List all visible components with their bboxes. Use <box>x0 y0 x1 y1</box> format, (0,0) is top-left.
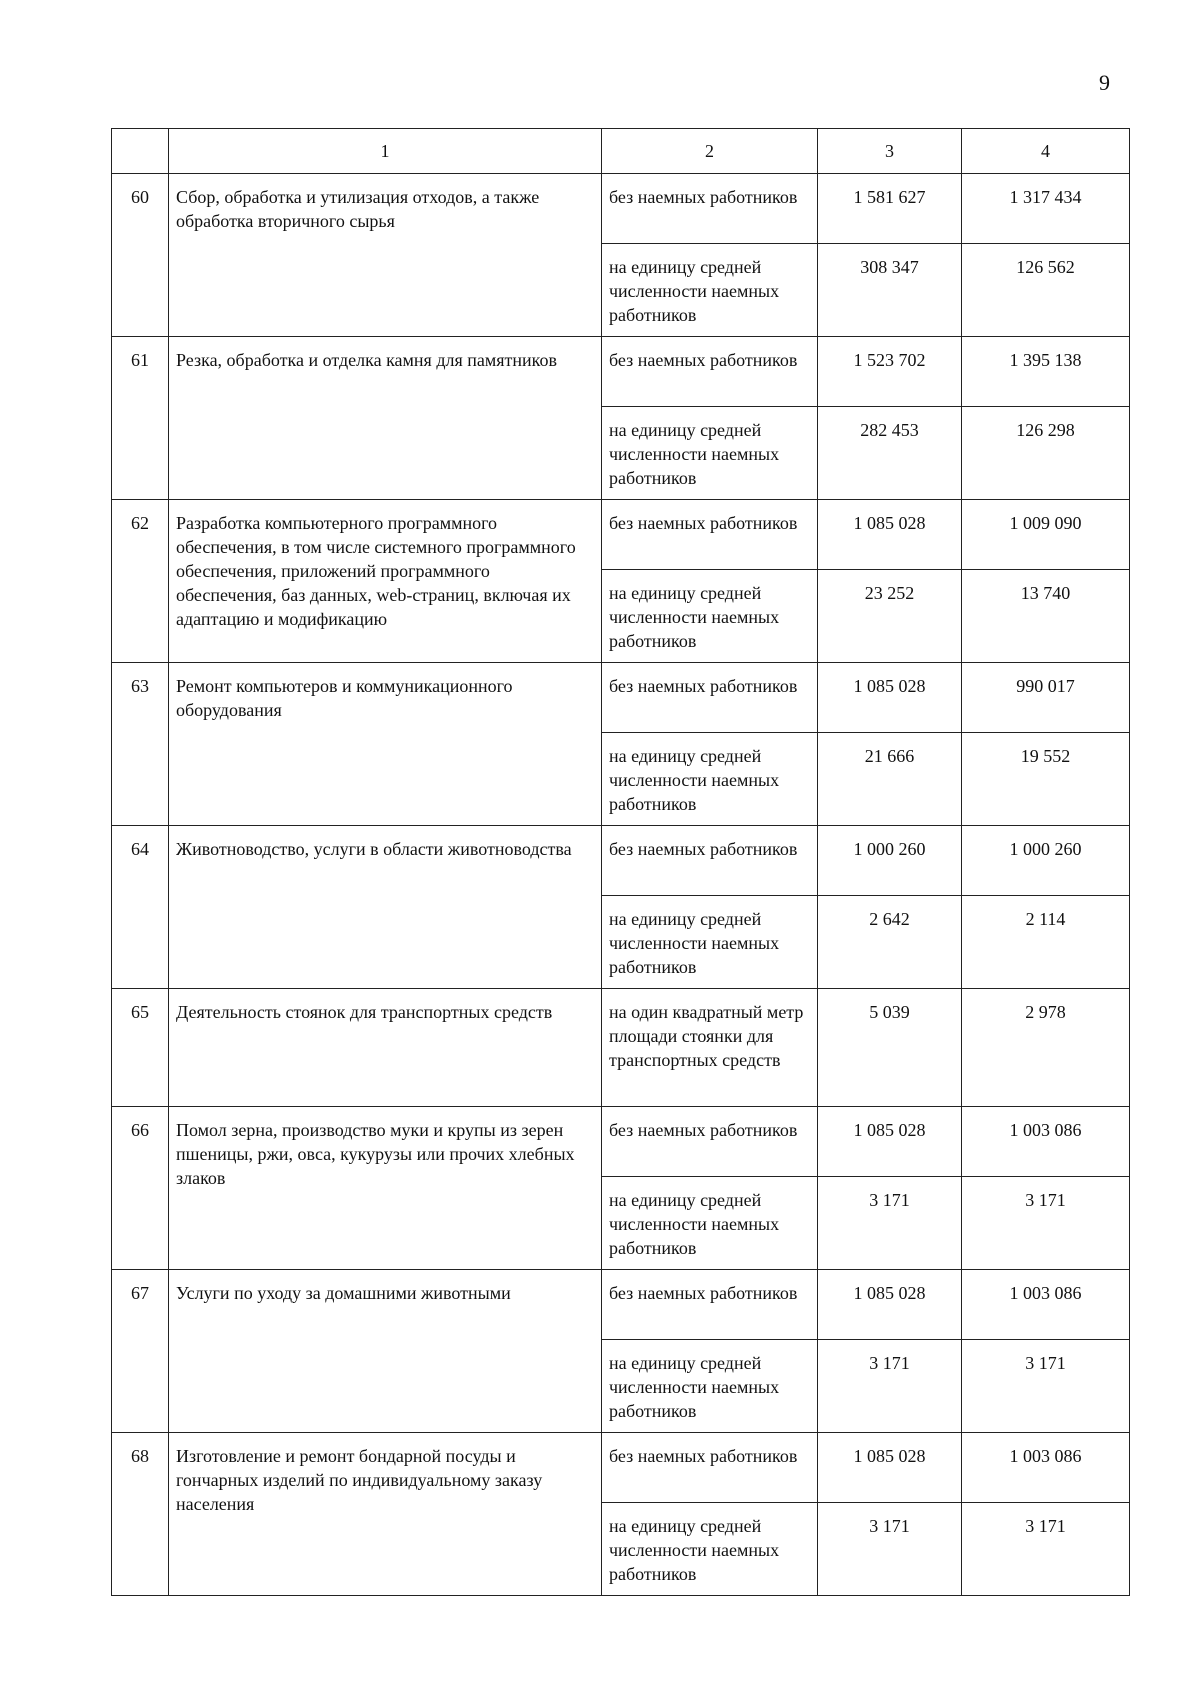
value-col4: 1 009 090 <box>962 500 1130 570</box>
unit-of-measure: на единицу средней численности наемных работников <box>602 1177 818 1270</box>
table-row <box>112 337 1130 407</box>
unit-of-measure: без наемных работников <box>602 1107 818 1177</box>
header-cell-4: 4 <box>962 129 1130 174</box>
value-col4: 1 003 086 <box>962 1107 1130 1177</box>
value-col3: 3 171 <box>818 1503 962 1596</box>
table-row <box>112 826 1130 896</box>
row-number: 67 <box>112 1270 169 1433</box>
value-col3: 3 171 <box>818 1177 962 1270</box>
row-number: 62 <box>112 500 169 663</box>
value-col3: 2 642 <box>818 896 962 989</box>
value-col4: 3 171 <box>962 1340 1130 1433</box>
header-cell-2: 2 <box>602 129 818 174</box>
unit-of-measure: без наемных работников <box>602 826 818 896</box>
value-col3: 1 523 702 <box>818 337 962 407</box>
value-col4: 2 978 <box>962 989 1130 1107</box>
value-col3: 282 453 <box>818 407 962 500</box>
value-col3: 3 171 <box>818 1340 962 1433</box>
value-col4: 13 740 <box>962 570 1130 663</box>
value-col3: 1 581 627 <box>818 174 962 244</box>
value-col4: 990 017 <box>962 663 1130 733</box>
table-row <box>112 1433 1130 1503</box>
value-col3: 1 085 028 <box>818 1270 962 1340</box>
table-row <box>112 989 1130 1107</box>
row-number: 65 <box>112 989 169 1107</box>
value-col4: 19 552 <box>962 733 1130 826</box>
activity-name: Сбор, обработка и утилизация отходов, а также обработка вторичного сырья <box>169 174 602 337</box>
activity-name: Животноводство, услуги в области животноводства <box>169 826 602 989</box>
data-table <box>111 128 1130 1596</box>
activity-name: Разработка компьютерного программного обеспечения, в том числе системного программного обеспечения, приложений программного обеспечения, баз данных, web-страниц, включая их адаптацию и модификацию <box>169 500 602 663</box>
value-col4: 1 000 260 <box>962 826 1130 896</box>
value-col3: 23 252 <box>818 570 962 663</box>
activity-name: Резка, обработка и отделка камня для памятников <box>169 337 602 500</box>
unit-of-measure: без наемных работников <box>602 1270 818 1340</box>
unit-of-measure: на один квадратный метр площади стоянки для транспортных средств <box>602 989 818 1107</box>
unit-of-measure: на единицу средней численности наемных работников <box>602 570 818 663</box>
table-row <box>112 500 1130 570</box>
activity-name: Изготовление и ремонт бондарной посуды и гончарных изделий по индивидуальному заказу населения <box>169 1433 602 1596</box>
activity-name: Ремонт компьютеров и коммуникационного оборудования <box>169 663 602 826</box>
unit-of-measure: на единицу средней численности наемных работников <box>602 1340 818 1433</box>
unit-of-measure: на единицу средней численности наемных работников <box>602 896 818 989</box>
value-col3: 1 085 028 <box>818 500 962 570</box>
value-col4: 3 171 <box>962 1177 1130 1270</box>
value-col4: 1 003 086 <box>962 1270 1130 1340</box>
header-cell-1: 1 <box>169 129 602 174</box>
table-row <box>112 1270 1130 1340</box>
unit-of-measure: без наемных работников <box>602 500 818 570</box>
table-body <box>112 174 1130 1596</box>
value-col3: 1 085 028 <box>818 1107 962 1177</box>
activity-name: Помол зерна, производство муки и крупы из зерен пшеницы, ржи, овса, кукурузы или прочих хлебных злаков <box>169 1107 602 1270</box>
unit-of-measure: без наемных работников <box>602 337 818 407</box>
value-col3: 1 000 260 <box>818 826 962 896</box>
unit-of-measure: на единицу средней численности наемных работников <box>602 1503 818 1596</box>
header-row <box>112 129 1130 174</box>
table-header <box>112 129 1130 174</box>
value-col4: 2 114 <box>962 896 1130 989</box>
unit-of-measure: без наемных работников <box>602 174 818 244</box>
table-row <box>112 663 1130 733</box>
value-col4: 1 317 434 <box>962 174 1130 244</box>
table-row <box>112 174 1130 244</box>
activity-name: Деятельность стоянок для транспортных средств <box>169 989 602 1107</box>
value-col4: 3 171 <box>962 1503 1130 1596</box>
row-number: 63 <box>112 663 169 826</box>
table-row <box>112 1107 1130 1177</box>
unit-of-measure: на единицу средней численности наемных работников <box>602 407 818 500</box>
unit-of-measure: на единицу средней численности наемных работников <box>602 733 818 826</box>
header-cell-no <box>112 129 169 174</box>
activity-name: Услуги по уходу за домашними животными <box>169 1270 602 1433</box>
value-col3: 308 347 <box>818 244 962 337</box>
unit-of-measure: на единицу средней численности наемных работников <box>602 244 818 337</box>
value-col4: 1 003 086 <box>962 1433 1130 1503</box>
value-col4: 126 562 <box>962 244 1130 337</box>
value-col4: 1 395 138 <box>962 337 1130 407</box>
row-number: 60 <box>112 174 169 337</box>
header-cell-3: 3 <box>818 129 962 174</box>
row-number: 66 <box>112 1107 169 1270</box>
value-col3: 1 085 028 <box>818 1433 962 1503</box>
unit-of-measure: без наемных работников <box>602 663 818 733</box>
value-col3: 21 666 <box>818 733 962 826</box>
unit-of-measure: без наемных работников <box>602 1433 818 1503</box>
page-number: 9 <box>1099 70 1110 95</box>
row-number: 68 <box>112 1433 169 1596</box>
row-number: 64 <box>112 826 169 989</box>
value-col3: 5 039 <box>818 989 962 1107</box>
value-col4: 126 298 <box>962 407 1130 500</box>
value-col3: 1 085 028 <box>818 663 962 733</box>
row-number: 61 <box>112 337 169 500</box>
